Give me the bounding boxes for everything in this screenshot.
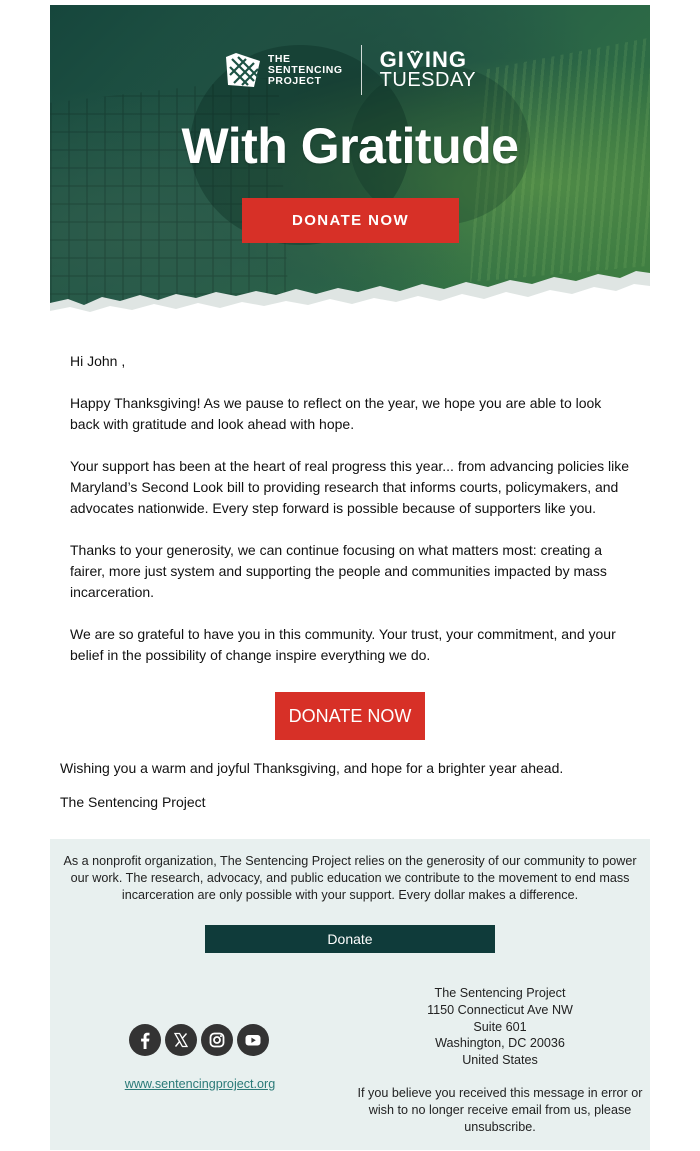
signature: The Sentencing Project [60,794,206,810]
logo-divider [361,45,362,95]
address-country: United States [462,1053,538,1068]
closing-line: Wishing you a warm and joyful Thanksgiving, and hope for a brighter year ahead. [60,760,564,776]
greeting: Hi John , [70,353,126,369]
footer-donate-button[interactable]: Donate [205,925,495,953]
hero-title: With Gratitude [181,118,519,174]
hero-logos [50,43,650,97]
unsubscribe-text[interactable]: If you believe you received this message in error or wish to no longer receive email from us, please unsubscribe. [357,1086,643,1134]
social-links [129,1024,269,1056]
giving-tuesday-line2: TUESDAY [379,69,477,91]
sentencing-project-mark-icon [224,51,262,89]
body-paragraph: We are so grateful to have you in this community. Your trust, your commitment, and your belief in the possibility of change inspire everything we do. [70,626,616,663]
body-paragraph: Thanks to your generosity, we can continue focusing on what matters most: creating a fairer, more just system and supporting the people and communities impacted by mass incarceration. [70,542,607,600]
body-paragraph: Your support has been at the heart of real progress this year... from advancing policies like Maryland’s Second Look bill to providing research that informs courts, policymakers, and advocates nationwide. Every step forward is possible because of supporters like you. [70,458,630,516]
hero-donate-button[interactable]: DONATE NOW [242,198,459,243]
torn-paper-edge [50,251,650,331]
address-suite: Suite 601 [473,1019,527,1034]
giving-tuesday-logo[interactable] [379,47,477,91]
mid-donate-button[interactable]: DONATE NOW [275,692,425,740]
facebook-icon[interactable] [129,1024,161,1056]
footer-appeal-text: As a nonprofit organization, The Sentencing Project relies on the generosity of our community to power our work. The research, advocacy, and public education we contribute to the movement to end mass incarceration are only possible with your support. Every dollar makes a difference. [63,854,637,902]
address-city: Washington, DC 20036 [435,1036,565,1051]
heart-v-icon [406,50,424,70]
sentencing-project-logo-text: THE SENTENCING PROJECT [267,52,343,87]
address-org: The Sentencing Project [434,986,566,1000]
giving-tuesday-text-b: ING [424,47,468,72]
mailing-address [350,985,650,1069]
youtube-icon[interactable] [237,1024,269,1056]
hero-banner [50,5,650,331]
email-body [50,331,650,666]
website-link[interactable]: www.sentencingproject.org [124,1077,276,1091]
body-paragraph: Happy Thanksgiving! As we pause to reflect on the year, we hope you are able to look back with gratitude and look ahead with hope. [70,395,602,432]
signoff [50,758,650,812]
giving-tuesday-text-a: GI [379,47,405,72]
email-footer [50,839,650,1150]
address-street: 1150 Connecticut Ave NW [427,1002,573,1017]
sentencing-project-logo[interactable] [224,51,343,89]
x-icon[interactable] [165,1024,197,1056]
instagram-icon[interactable] [201,1024,233,1056]
mid-donate-container [50,692,650,740]
email-content [50,5,650,812]
giving-tuesday-line1 [379,47,476,72]
